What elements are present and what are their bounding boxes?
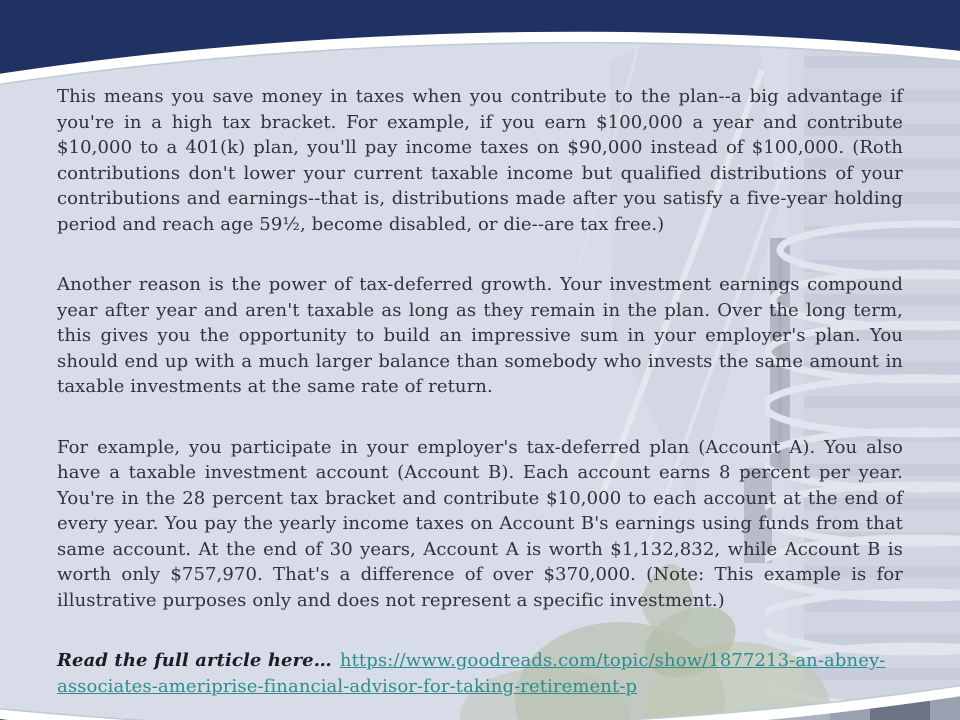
slide-content	[57, 84, 903, 720]
read-article-label: Read the full article here…	[57, 650, 332, 671]
paragraph-account-example: For example, you participate in your employer's tax-deferred plan (Account A). You also have a taxable investment account (Account B). Each account earns 8 percent per year. You're in the 28 percent tax bracket and contribute $10,000 to each account at the end of every year. You pay the yearly income taxes on Account B's earnings using funds from that same account. At the end of 30 years, Account A is worth $1,132,832, while Account B is worth only $757,970. That's a difference of over $370,000. (Note: This example is for illustrative purposes only and does not represent a specific investment.)	[57, 436, 903, 611]
article-link-line1: https://www.goodreads.com/topic/show/1877213-an-abney-	[339, 650, 886, 671]
paragraph-tax-savings: This means you save money in taxes when you contribute to the plan--a big advantage if you're in a high tax bracket. For example, if you earn $100,000 a year and contribute $10,000 to a 401(k) plan, you'll pay income taxes on $90,000 instead of $100,000. (Roth contributions don't lower your current taxable income but qualified distributions of your contributions and earnings--that is, distributions made after you satisfy a five-year holding period and reach age 59½, become disabled, or die--are tax free.)	[57, 86, 903, 235]
article-link-line2: associates-ameriprise-financial-advisor-for-taking-retirement-p	[57, 675, 638, 697]
footer-read-more	[57, 648, 903, 699]
paragraph-tax-deferred-growth: Another reason is the power of tax-deferred growth. Your investment earnings compound year after year and aren't taxable as long as they remain in the plan. Over the long term, this gives you the opportunity to build an impressive sum in your employer's plan. You should end up with a much larger balance than somebody who invests the same amount in taxable investments at the same rate of return.	[57, 274, 903, 397]
